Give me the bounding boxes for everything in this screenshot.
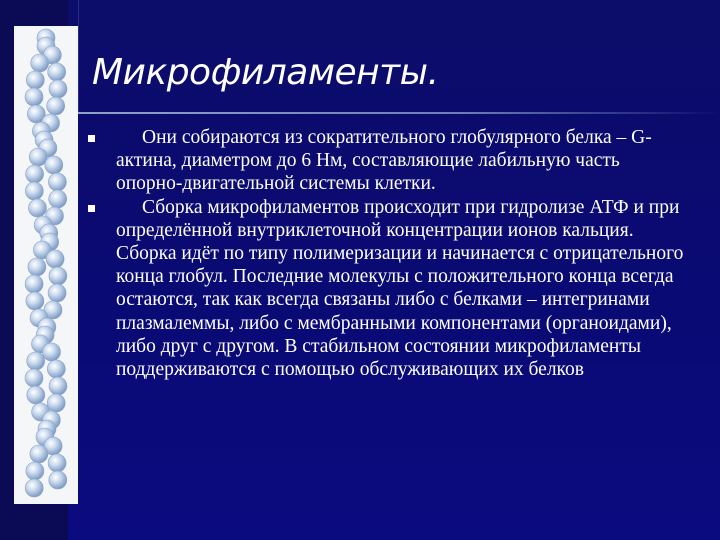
actin-bead-icon <box>49 80 67 98</box>
actin-bead-icon <box>26 165 44 183</box>
actin-bead-icon <box>26 292 44 310</box>
actin-bead-icon <box>47 394 65 412</box>
actin-bead-icon <box>47 360 65 378</box>
actin-filament-icon <box>14 26 78 504</box>
actin-filament-image <box>14 26 78 504</box>
actin-bead-icon <box>49 267 67 285</box>
actin-bead-icon <box>47 97 65 115</box>
actin-bead-icon <box>46 250 64 268</box>
slide-content <box>88 126 688 381</box>
actin-bead-icon <box>45 156 63 174</box>
actin-bead-icon <box>48 63 66 81</box>
actin-bead-icon <box>49 377 67 395</box>
actin-bead-icon <box>31 54 49 72</box>
actin-bead-icon <box>28 258 46 276</box>
actin-bead-icon <box>27 386 45 404</box>
actin-bead-icon <box>48 454 66 472</box>
actin-bead-icon <box>49 471 67 489</box>
slide-title: Микрофиламенты. <box>92 52 439 93</box>
square-bullet-icon <box>88 205 95 212</box>
bullet-text: Они собираются из сократительного глобулярного белка – G-актина, диаметром до 6 Нм, составляющие лабильную часть опорно-двигательной системы клетки. <box>116 127 652 195</box>
actin-bead-icon <box>25 88 43 106</box>
actin-bead-icon <box>26 71 44 89</box>
actin-bead-icon <box>48 173 66 191</box>
actin-bead-icon <box>30 445 48 463</box>
actin-bead-icon <box>25 182 43 200</box>
actin-bead-icon <box>29 199 47 217</box>
title-underline <box>78 112 720 114</box>
actin-bead-icon <box>43 343 61 361</box>
bullet-item <box>88 196 688 382</box>
actin-bead-icon <box>27 352 45 370</box>
bullet-text: Сборка микрофиламентов происходит при гидролизе АТФ и при определённой внутриклеточной концентрации ионов кальция. Сборка идёт по типу полимеризации и начинается с отрицательного конца глобул. Последние молекулы с положительного конца всегда остаются, так как всегда связаны либо с белками – интегринами плазмалеммы, либо с мембранными компонентами (органоидами), либо друг с другом. В стабильном состоянии микрофиламенты поддерживаются с помощью обслуживающих их белков <box>116 196 684 381</box>
square-bullet-icon <box>88 135 95 142</box>
actin-bead-icon <box>48 284 66 302</box>
actin-bead-icon <box>25 275 43 293</box>
actin-bead-icon <box>25 369 43 387</box>
actin-bead-icon <box>49 190 67 208</box>
actin-bead-icon <box>29 148 47 166</box>
title-divider-vertical <box>78 0 79 112</box>
actin-bead-icon <box>25 479 43 497</box>
bullet-item <box>88 126 688 196</box>
actin-bead-icon <box>26 462 44 480</box>
